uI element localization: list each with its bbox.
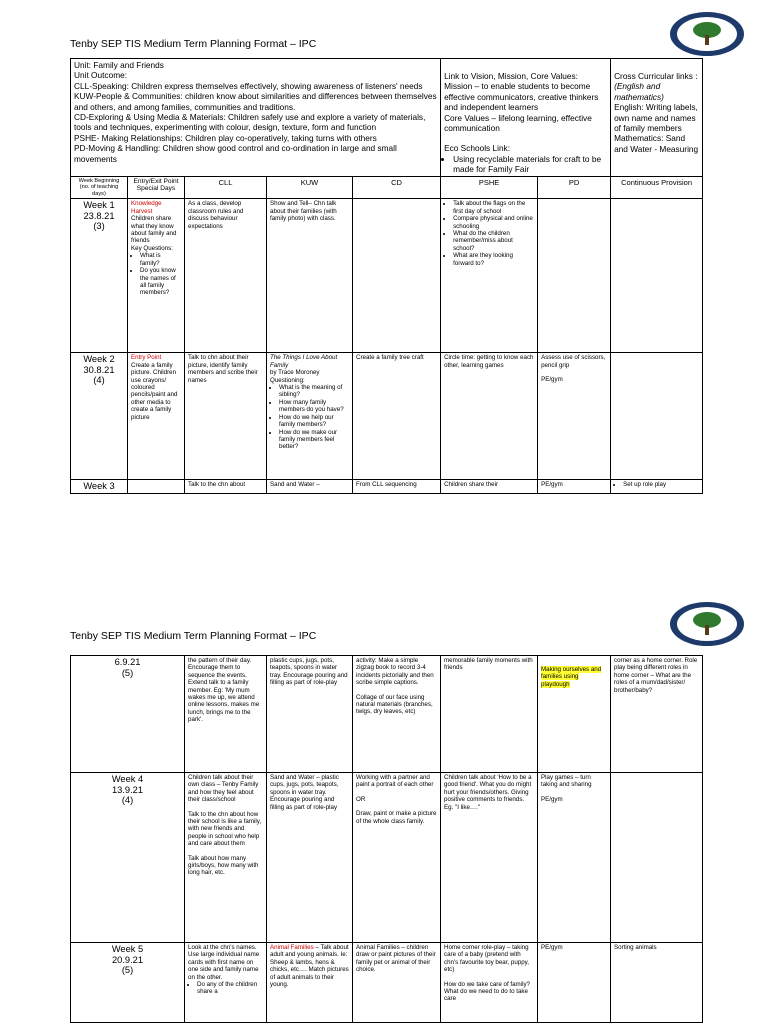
pshe-item: • Talk about the flags on the first day of school <box>453 200 534 215</box>
cross-english: English: Writing labels, own name and names of family members <box>614 102 698 134</box>
week3-cll: Talk to the chn about <box>185 480 267 494</box>
week5-cll <box>185 943 267 1023</box>
book-title: The Things I Love About Family <box>270 354 338 369</box>
cross-curricular-cell <box>611 59 703 177</box>
book-author: by Trace Moroney <box>270 369 320 377</box>
week1-entry <box>128 199 185 353</box>
col-week: Week Beginning (no. of teaching days) <box>71 176 128 199</box>
week2-label: Week 2 <box>83 354 115 365</box>
week4-days: (4) <box>121 795 134 805</box>
week1-kuw: Show and Tell– Chn talk about their families (with family photo) with class. <box>267 199 353 353</box>
outcome-cd: CD-Exploring & Using Media & Materials: Children safely use and explore a variety of materials, tools and techniques, experimenting with colour, design, texture, form and function <box>74 112 426 133</box>
week2-pd <box>538 353 611 480</box>
outcome-pshe: PSHE- Making Relationships: Children play co-operatively, taking turns with others <box>74 132 377 143</box>
week1-pd <box>538 199 611 353</box>
week1-label: Week 1 <box>83 200 115 211</box>
pshe-item: How do we take care of family? What do we need to do to take care <box>444 980 530 1003</box>
week1-cll: As a class, develop classroom rules and discuss behaviour expectations <box>185 199 267 353</box>
col-entry: Entry/Exit Point Special Days <box>128 176 185 199</box>
cll-item: Talk about how many girls/boys, how many with long hair, etc. <box>188 854 259 877</box>
tenby-schools-logo <box>668 600 746 648</box>
cd-item: Draw, paint or make a picture of the whole class family. <box>356 810 437 825</box>
week2-kuw <box>267 353 353 480</box>
week1-entry-text: Children share what they know about family and friends <box>131 215 177 245</box>
week3-pd <box>538 656 611 773</box>
week5-cp: Sorting animals <box>611 943 703 1023</box>
questioning: Questioning: <box>270 376 305 384</box>
pshe-item: • What do the children remember/miss about school? <box>453 230 534 252</box>
week4-cll <box>185 773 267 943</box>
week3-cont-cell <box>71 656 185 773</box>
outcome-heading: Unit Outcome: <box>74 70 128 81</box>
col-pshe: PSHE <box>441 176 538 199</box>
knowledge-harvest: Knowledge Harvest <box>131 200 162 215</box>
vision-cell <box>441 59 611 177</box>
cll-bullet: • Do any of the children share a <box>197 981 263 996</box>
week1-days: (3) <box>93 221 105 232</box>
week1-cp <box>611 199 703 353</box>
cross-maths: Mathematics: Sand and Water - Measuring <box>614 133 699 154</box>
cross-sub: (English and mathematics) <box>614 81 664 102</box>
animal-families-red: Animal Families <box>270 944 314 951</box>
pshe-item: • Compare physical and online schooling <box>453 215 534 230</box>
highlighted-activity: Making ourselves and families using playdough <box>541 666 602 688</box>
week3-pshe: memorable family moments with friends <box>441 656 538 773</box>
question: • How do we help our family members? <box>279 414 349 429</box>
vision-mission: Mission – to enable students to become effective communicators, creative thinkers and independent learners <box>444 81 599 113</box>
pshe-item: Home corner role-play – taking care of a baby (pretend with chn's favourite toy bear, puppy, etc) <box>444 944 529 974</box>
week5-cd: Animal Families – children draw or paint pictures of their family pet or animal of their choice. <box>353 943 441 1023</box>
week5-kuw <box>267 943 353 1023</box>
week2-days: (4) <box>93 375 105 386</box>
cd-item: OR <box>356 795 366 803</box>
col-cd: CD <box>353 176 441 199</box>
week3-date: 6.9.21 <box>114 657 141 667</box>
pd-item: Play games – turn taking and sharing <box>541 774 592 789</box>
col-cll: CLL <box>185 176 267 199</box>
week2-cell <box>71 353 128 480</box>
entry-point: Entry Point <box>131 354 162 362</box>
cd-item: Working with a partner and paint a portrait of each other <box>356 774 434 789</box>
page-title: Tenby SEP TIS Medium Term Planning Format – IPC <box>70 630 317 642</box>
outcome-kuw: KUW-People & Communities: children know about similarities and differences between themselves and others, and among families, communities and traditions. <box>74 91 437 112</box>
vision-heading: Link to Vision, Mission, Core Values: <box>444 71 578 81</box>
week2-cp <box>611 353 703 480</box>
week1-pshe <box>441 199 538 353</box>
col-kuw: KUW <box>267 176 353 199</box>
week4-cd <box>353 773 441 943</box>
week5-cell <box>71 943 185 1023</box>
cp-item: • Set up role play <box>623 481 699 488</box>
question: • What is the meaning of sibling? <box>279 384 349 399</box>
eco-item: • Using recyclable materials for craft to be made for Family Fair <box>453 154 607 175</box>
question: • How do we make our family members feel better? <box>279 429 349 451</box>
week5-date: 20.9.21 <box>111 954 144 965</box>
planning-table-page-2 <box>70 655 703 1023</box>
question: • What is family? <box>140 252 181 267</box>
cll-item: Talk to the chn about how their school is like a family, with new friends and people in school who help and care about them <box>188 810 262 848</box>
week1-date: 23.8.21 <box>83 210 115 221</box>
cll-item: Children talk about their own class – Tenby Family and how they feel about their class/school <box>188 774 259 804</box>
week4-pshe: Children talk about 'How to be a good friend'. What you do might hurt your friends/others. Giving positive comments to friends. Eg. "I like…." <box>441 773 538 943</box>
week3-days: (5) <box>121 667 134 678</box>
vision-core-values: Core Values – lifelong learning, effective communication <box>444 112 592 134</box>
kuw-text: – Talk about adult and young animals. Ie: Sheep & lambs, hens & chicks, etc…. Match pictures of adult animals to their young. <box>270 944 349 989</box>
pd-item: PE/gym <box>541 795 563 803</box>
col-pd: PD <box>538 176 611 199</box>
week4-pd <box>538 773 611 943</box>
pd-item: Assess use of scissors, pencil grip <box>541 354 606 369</box>
cd-item: Collage of our face using natural materials (branches, twigs, dry leaves, etc) <box>356 693 433 716</box>
pd-item: PE/gym <box>541 376 563 384</box>
week5-pd: PE/gym <box>538 943 611 1023</box>
week4-cp <box>611 773 703 943</box>
unit-outcome-cell <box>71 59 441 177</box>
outcome-pd: PD-Moving & Handling: Children show good control and co-ordination in large and small movements <box>74 143 397 164</box>
week5-days: (5) <box>121 965 134 975</box>
week3-entry <box>128 480 185 494</box>
planning-table-page-1 <box>70 58 703 494</box>
question: • Do you know the names of all family members? <box>140 267 181 297</box>
week2-date: 30.8.21 <box>83 364 115 375</box>
week4-label: Week 4 <box>111 774 144 784</box>
week3-label: Week 3 <box>71 480 128 494</box>
page-title: Tenby SEP TIS Medium Term Planning Format – IPC <box>70 38 317 50</box>
week2-pshe: Circle time: getting to know each other, learning games <box>441 353 538 480</box>
key-questions: Key Questions: <box>131 244 173 252</box>
week3-cll: the pattern of their day. Encourage them to sequence the events. Extend talk to a family member. Eg: 'My mum wakes me up, we attend online lessons, makes me lunch, brings me to the park'. <box>185 656 267 773</box>
week2-cll: Talk to chn about their picture, identify family members and scribe their names <box>185 353 267 480</box>
week1-cd <box>353 199 441 353</box>
week3-cp <box>611 480 703 494</box>
week2-entry <box>128 353 185 480</box>
page-2 <box>0 580 768 1024</box>
eco-heading: Eco Schools Link: <box>444 143 511 154</box>
cross-heading: Cross Curricular links : <box>614 71 698 81</box>
week2-cd: Create a family tree craft <box>353 353 441 480</box>
tenby-schools-logo <box>668 10 746 58</box>
week3-pshe: Children share their <box>441 480 538 494</box>
week1-cell <box>71 199 128 353</box>
week3-cp: corner as a home corner. Role play being different roles in home corner – What are the roles of a mum/dad/sister/ brother/baby? <box>611 656 703 773</box>
cll-item: Look at the chn's names. Use large individual name cards with first name on one side and family name on the other. <box>188 944 260 981</box>
unit-name: Unit: Family and Friends <box>74 60 164 70</box>
week2-entry-text: Create a family picture. Children use crayons/ coloured pencils/paint and other media to create a family picture <box>131 361 178 421</box>
pshe-item: • What are they looking forward to? <box>453 252 534 267</box>
week4-cell <box>71 773 185 943</box>
week5-label: Week 5 <box>111 944 144 954</box>
question: • How many family members do you have? <box>279 399 349 414</box>
week4-date: 13.9.21 <box>111 784 144 795</box>
col-cp: Continuous Provision <box>611 176 703 199</box>
week3-cd: From CLL sequencing <box>353 480 441 494</box>
week3-kuw: Sand and Water – <box>267 480 353 494</box>
week3-pd: PE/gym <box>538 480 611 494</box>
week4-kuw: Sand and Water – plastic cups, jugs, pots, teapots, spoons in water tray. Encourage pouring and filling as part of role-play <box>267 773 353 943</box>
week3-kuw: plastic cups, jugs, pots, teapots, spoons in water tray. Encourage pouring and filling as part of role-play <box>267 656 353 773</box>
outcome-cll: CLL-Speaking: Children express themselves effectively, showing awareness of listeners' needs <box>74 80 423 91</box>
cd-item: activity: Make a simple zigzag book to record 3-4 incidents pictorially and then scribe simple captions. <box>356 657 434 687</box>
week3-cd <box>353 656 441 773</box>
week5-pshe <box>441 943 538 1023</box>
